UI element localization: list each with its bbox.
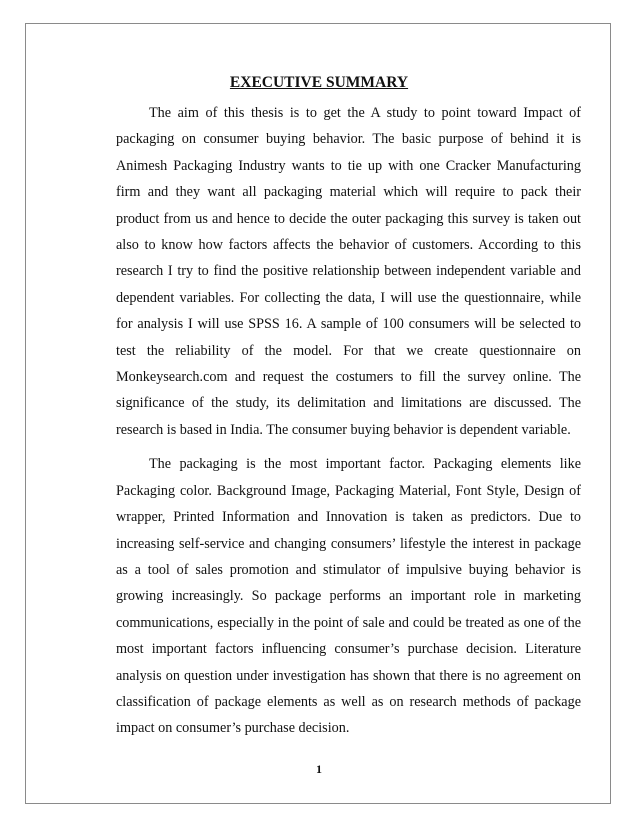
summary-body bbox=[116, 100, 581, 742]
page-title: EXECUTIVE SUMMARY bbox=[229, 74, 409, 91]
paragraph-2: The packaging is the most important factor. Packaging elements like Packaging color. Background Image, Packaging Material, Font Style, Design of wrapper, Printed Information and Innovation is taken as predictors. Due to increasing self-service and changing consumers’ lifestyle the interest in package as a tool of sales promotion and stimulator of impulsive buying behavior is growing increasingly. So package performs an important role in marketing communications, especially in the point of sale and could be treated as one of the most important factors influencing consumer’s purchase decision. Literature analysis on question under investigation has shown that there is no agreement on classification of package elements as well as on research methods of package impact on consumer’s purchase decision. bbox=[116, 456, 581, 737]
page-number: 1 bbox=[316, 762, 322, 776]
paragraph-1: The aim of this thesis is to get the A study to point toward Impact of packaging on consumer buying behavior. The basic purpose of behind it is Animesh Packaging Industry wants to tie up with one Cracker Manufacturing firm and they want all packaging material which will require to pack their product from us and hence to decide the outer packaging this survey is taken out also to know how factors affects the behavior of customers. According to this research I try to find the positive relationship between independent variable and dependent variables. For collecting the data, I will use the questionnaire, while for analysis I will use SPSS 16. A sample of 100 consumers will be selected to test the reliability of the model. For that we create questionnaire on Monkeysearch.com and request the costumers to fill the survey online. The significance of the study, its delimitation and limitations are discussed. The research is based in India. The consumer buying behavior is dependent variable. bbox=[116, 105, 581, 438]
